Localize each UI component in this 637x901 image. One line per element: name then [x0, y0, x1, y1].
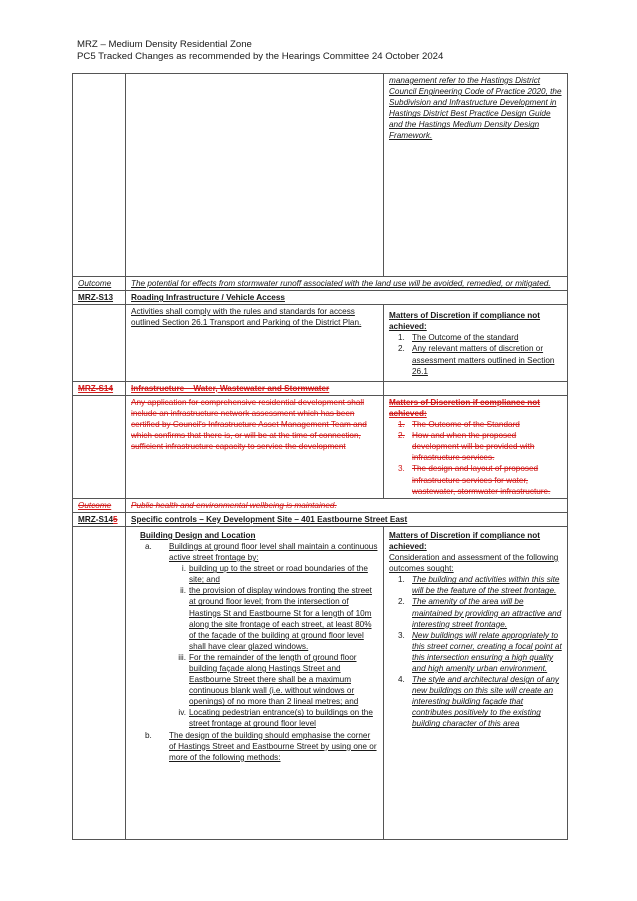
standard-code: MRZ-S14	[73, 381, 126, 395]
table-row	[73, 526, 568, 839]
table-row	[73, 291, 568, 305]
list-item: 4. The style and architectural design of any new buildings on this site will create an interesting building façade that contributes positively to the existing building character of this area	[398, 675, 560, 729]
standard-code: MRZ-S13	[73, 291, 126, 305]
list-item: 1. The Outcome of the Standard	[398, 420, 520, 430]
discretion-title: Matters of Discretion if compliance not achieved:	[389, 530, 541, 551]
header-subtitle: PC5 Tracked Changes as recommended by the Hearings Committee 24 October 2024	[77, 50, 444, 62]
discretion-title: Matters of Discretion if compliance not achieved:	[389, 311, 541, 332]
outcome-label: Outcome	[73, 277, 126, 291]
list-item: i. building up to the street or road boundaries of the site; and	[181, 564, 368, 585]
discretion-title: Matters of Discretion if compliance not achieved:	[389, 397, 541, 418]
list-item: iii. For the remainder of the length of ground floor building façade along Hastings Street and Eastbourne Street there shall be a maximum continuous blank wall (i.e. without windows or openings) of no more than 2 lineal metres; and	[178, 652, 359, 707]
list-item: 1. The Outcome of the standard	[398, 333, 519, 343]
table-row	[73, 305, 568, 382]
discretion-cell	[384, 305, 568, 382]
standard-code: MRZ-S145	[73, 512, 126, 526]
list-item: a. Buildings at ground floor level shall maintain a continuous active street frontage by:	[145, 541, 378, 563]
list-item: 2. How and when the proposed development will be provided with infrastructure services.	[398, 431, 535, 463]
list-item: 2. Any relevant matters of discretion or assessment matters outlined in Section 26.1	[398, 344, 555, 376]
table-row	[73, 512, 568, 526]
outcome-text: Public health and environmental wellbeing is maintained.	[126, 498, 568, 512]
list-item: 1. The building and activities within this site will be the feature of the street frontage.	[398, 575, 560, 596]
list-item: iv. Locating pedestrian entrance(s) to buildings on the street frontage at ground floor level	[178, 708, 373, 729]
discretion-cell	[384, 74, 568, 277]
table-row	[73, 74, 568, 277]
standards-table	[72, 73, 568, 840]
header-title: MRZ – Medium Density Residential Zone	[77, 39, 252, 50]
list-item: 3. New buildings will relate appropriately to this street corner, creating a focal point at this intersection ensuring a high quality and high amenity urban environment.	[398, 630, 562, 673]
document-header	[77, 39, 443, 62]
discretion-list	[389, 419, 563, 497]
standard-body	[126, 526, 384, 839]
standard-title: Infrastructure – Water, Wastewater and Stormwater	[126, 381, 384, 395]
outcome-text: The potential for effects from stormwater runoff associated with the land use will be avoided, remedied, or mitigated.	[126, 277, 568, 291]
standard-body: Any application for comprehensive residential development shall include an infrastructure network assessment which has been certified by Council's Infrastructure Asset Management Team and which confirms that there is, or will be at the time of connection, sufficient infrastructure capacity to service the development	[126, 395, 384, 498]
discretion-cell	[384, 526, 568, 839]
list-item: 3. The design and layout of proposed infrastructure services for water, wastewater, stormwater infrastructure.	[398, 464, 551, 496]
list-item: b. The design of the building should emphasise the corner of Hastings Street and Eastbourne Street by using one or more of the following methods:	[145, 730, 377, 762]
code-cell	[73, 74, 126, 277]
list-item: ii. the provision of display windows fronting the street at ground floor level; from the intersection of Hastings St and Eastbourne St for a length of 10m along the site frontage of each street, at least 80% of the façade of the building at ground floor level shall have clear glazed windows.	[180, 586, 372, 651]
discretion-list	[389, 332, 563, 376]
discretion-cell	[384, 395, 568, 498]
table-row	[73, 498, 568, 512]
standard-title: Specific controls – Key Development Site – 401 Eastbourne Street East	[126, 512, 568, 526]
outcome-label: Outcome	[73, 498, 126, 512]
section-heading: Building Design and Location	[140, 530, 256, 540]
discretion-intro: Consideration and assessment of the following outcomes sought:	[389, 553, 559, 574]
list-item: 2. The amenity of the area will be maintained by providing an attractive and interesting street frontage.	[398, 597, 562, 629]
standard-body: Activities shall comply with the rules and standards for access outlined Section 26.1 Transport and Parking of the District Plan.	[126, 305, 384, 382]
standard-title: Roading Infrastructure / Vehicle Access	[126, 291, 568, 305]
table-row	[73, 381, 568, 395]
table-row	[73, 277, 568, 291]
table-row	[73, 395, 568, 498]
body-cell	[126, 74, 384, 277]
continued-note: management refer to the Hastings District Council Engineering Code of Practice 2020, the Subdivision and Infrastructure Development in Hastings District Best Practice Design Guide and the Hastings Medium Density Design Framework.	[389, 76, 562, 141]
requirements-list	[131, 541, 379, 763]
discretion-list	[389, 574, 563, 729]
